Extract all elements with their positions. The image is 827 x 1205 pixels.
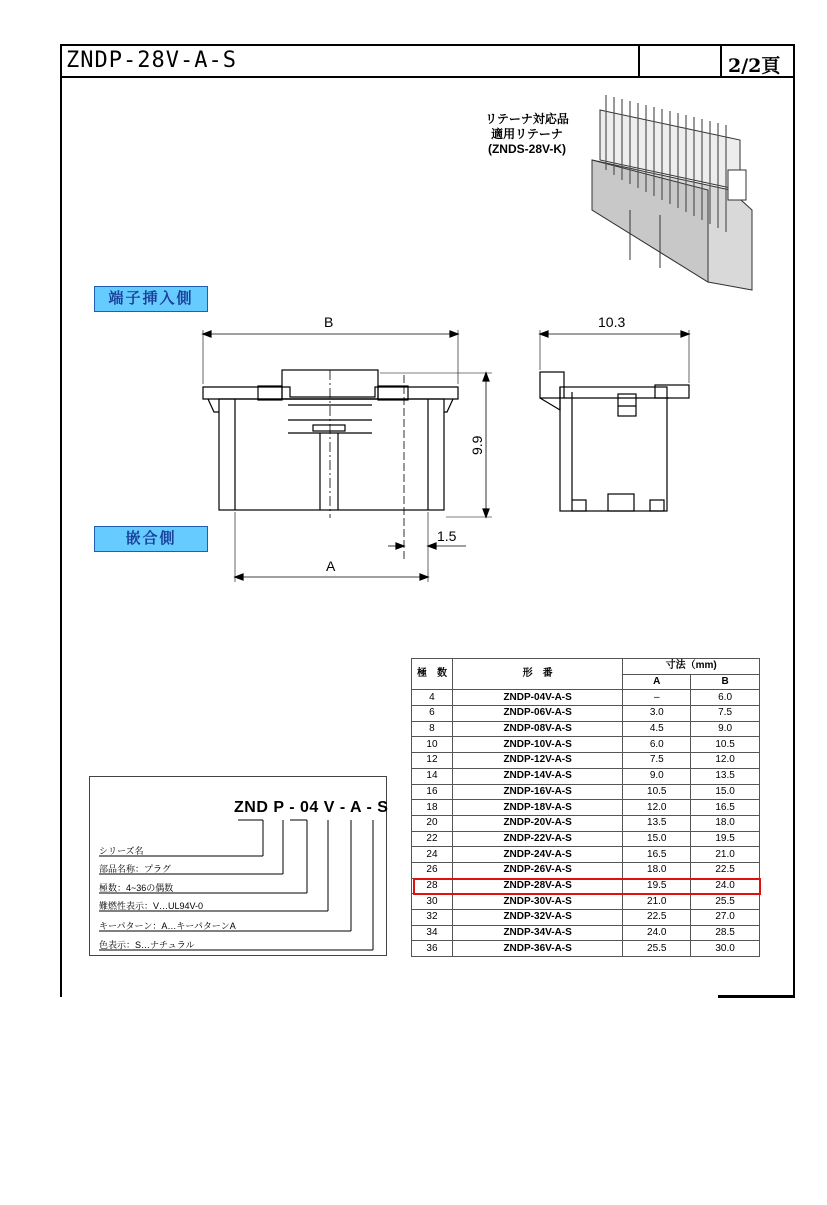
pn-part: - (289, 799, 296, 816)
pn-part: V (323, 799, 335, 816)
b-cell: 18.0 (691, 815, 760, 831)
poles-cell: 36 (412, 941, 453, 957)
legend-item: 難燃性表示：V…UL94V-0 (99, 901, 204, 911)
model-cell: ZNDP-22V-A-S (452, 831, 622, 847)
dim-offset-label: 1.5 (437, 528, 457, 544)
model-cell: ZNDP-06V-A-S (452, 706, 622, 722)
table-row (412, 706, 760, 722)
pn-part: A (350, 799, 362, 816)
table-row (412, 690, 760, 706)
table-row (412, 862, 760, 878)
poles-cell: 10 (412, 737, 453, 753)
a-cell: 12.0 (623, 800, 691, 816)
model-cell: ZNDP-34V-A-S (452, 925, 622, 941)
poles-cell: 26 (412, 862, 453, 878)
a-cell: 9.0 (623, 768, 691, 784)
model-cell: ZNDP-36V-A-S (452, 941, 622, 957)
b-cell: 21.0 (691, 847, 760, 863)
page-title: ZNDP-28V-A-S (66, 48, 237, 73)
mating-side-label: 嵌合側 (94, 526, 208, 552)
b-cell: 13.5 (691, 768, 760, 784)
table-body (412, 690, 760, 957)
a-cell: 6.0 (623, 737, 691, 753)
model-cell: ZNDP-12V-A-S (452, 753, 622, 769)
table-row (412, 737, 760, 753)
pn-part: P (273, 799, 285, 816)
b-cell: 10.5 (691, 737, 760, 753)
a-cell: 13.5 (623, 815, 691, 831)
pn-part: - (339, 799, 346, 816)
model-cell: ZNDP-32V-A-S (452, 910, 622, 926)
table-row (412, 894, 760, 910)
b-cell: 22.5 (691, 862, 760, 878)
table-row (412, 831, 760, 847)
terminal-insert-side-label: 端子挿入側 (94, 286, 208, 312)
model-cell: ZNDP-30V-A-S (452, 894, 622, 910)
table-row (412, 753, 760, 769)
a-cell: 22.5 (623, 910, 691, 926)
model-cell: ZNDP-20V-A-S (452, 815, 622, 831)
legend-item: キーパターン：A…キーパターンA (99, 921, 236, 931)
connector-3d-icon (592, 95, 752, 290)
legend-item: 部品名称：プラグ (99, 864, 172, 874)
a-cell: 24.0 (623, 925, 691, 941)
part-number-code (234, 799, 388, 817)
poles-cell: 16 (412, 784, 453, 800)
side-view (540, 330, 689, 511)
model-cell: ZNDP-04V-A-S (452, 690, 622, 706)
col-model-header: 形 番 (452, 659, 622, 690)
poles-cell: 30 (412, 894, 453, 910)
poles-cell: 20 (412, 815, 453, 831)
a-cell: 21.0 (623, 894, 691, 910)
dim-b-label: B (324, 314, 334, 330)
table-row (412, 768, 760, 784)
model-cell: ZNDP-14V-A-S (452, 768, 622, 784)
table-row (412, 721, 760, 737)
b-cell: 7.5 (691, 706, 760, 722)
poles-cell: 4 (412, 690, 453, 706)
table-row (412, 925, 760, 941)
b-cell: 12.0 (691, 753, 760, 769)
table-row (412, 784, 760, 800)
pn-part: 04 (299, 799, 319, 816)
poles-cell: 12 (412, 753, 453, 769)
dim-width-label: 10.3 (598, 314, 626, 330)
table-row (412, 800, 760, 816)
a-cell: – (623, 690, 691, 706)
model-cell: ZNDP-26V-A-S (452, 862, 622, 878)
a-cell: 19.5 (623, 878, 691, 894)
table-row (412, 910, 760, 926)
dim-height-label: 9.9 (469, 435, 485, 455)
a-cell: 16.5 (623, 847, 691, 863)
dimension-table (411, 658, 760, 957)
b-cell: 25.5 (691, 894, 760, 910)
poles-cell: 32 (412, 910, 453, 926)
a-cell: 3.0 (623, 706, 691, 722)
retainer-note-line: リテーナ対応品 (485, 112, 569, 126)
b-cell: 9.0 (691, 721, 760, 737)
pn-part: ZND (234, 799, 269, 816)
poles-cell: 22 (412, 831, 453, 847)
legend-item: 極数：4~36の偶数 (99, 883, 174, 893)
a-cell: 18.0 (623, 862, 691, 878)
poles-cell: 24 (412, 847, 453, 863)
poles-cell: 14 (412, 768, 453, 784)
pn-part: S (377, 799, 389, 816)
table-row (412, 941, 760, 957)
b-cell: 28.5 (691, 925, 760, 941)
table-row (412, 815, 760, 831)
table-row (412, 878, 760, 894)
b-cell: 6.0 (691, 690, 760, 706)
legend-item: シリーズ名 (99, 846, 144, 856)
b-cell: 19.5 (691, 831, 760, 847)
front-view (203, 330, 492, 582)
b-cell: 30.0 (691, 941, 760, 957)
page-number: 2/2頁 (728, 55, 781, 77)
b-cell: 16.5 (691, 800, 760, 816)
poles-cell: 6 (412, 706, 453, 722)
a-cell: 25.5 (623, 941, 691, 957)
col-b-header: B (691, 674, 760, 690)
legend-item: 色表示：S…ナチュラル (99, 940, 195, 950)
col-dims-header: 寸法（mm) (623, 659, 760, 675)
a-cell: 10.5 (623, 784, 691, 800)
b-cell: 27.0 (691, 910, 760, 926)
poles-cell: 8 (412, 721, 453, 737)
poles-cell: 28 (412, 878, 453, 894)
col-a-header: A (623, 674, 691, 690)
poles-cell: 34 (412, 925, 453, 941)
model-cell: ZNDP-28V-A-S (452, 878, 622, 894)
a-cell: 7.5 (623, 753, 691, 769)
poles-cell: 18 (412, 800, 453, 816)
model-cell: ZNDP-24V-A-S (452, 847, 622, 863)
a-cell: 4.5 (623, 721, 691, 737)
pn-part: - (366, 799, 373, 816)
b-cell: 24.0 (691, 878, 760, 894)
table-row (412, 847, 760, 863)
dim-a-label: A (326, 558, 336, 574)
retainer-note-line: (ZNDS-28V-K) (487, 142, 566, 156)
b-cell: 15.0 (691, 784, 760, 800)
col-poles-header: 極 数 (412, 659, 453, 690)
model-cell: ZNDP-16V-A-S (452, 784, 622, 800)
retainer-note-line: 適用リテーナ (491, 127, 563, 141)
a-cell: 15.0 (623, 831, 691, 847)
model-cell: ZNDP-10V-A-S (452, 737, 622, 753)
model-cell: ZNDP-08V-A-S (452, 721, 622, 737)
model-cell: ZNDP-18V-A-S (452, 800, 622, 816)
